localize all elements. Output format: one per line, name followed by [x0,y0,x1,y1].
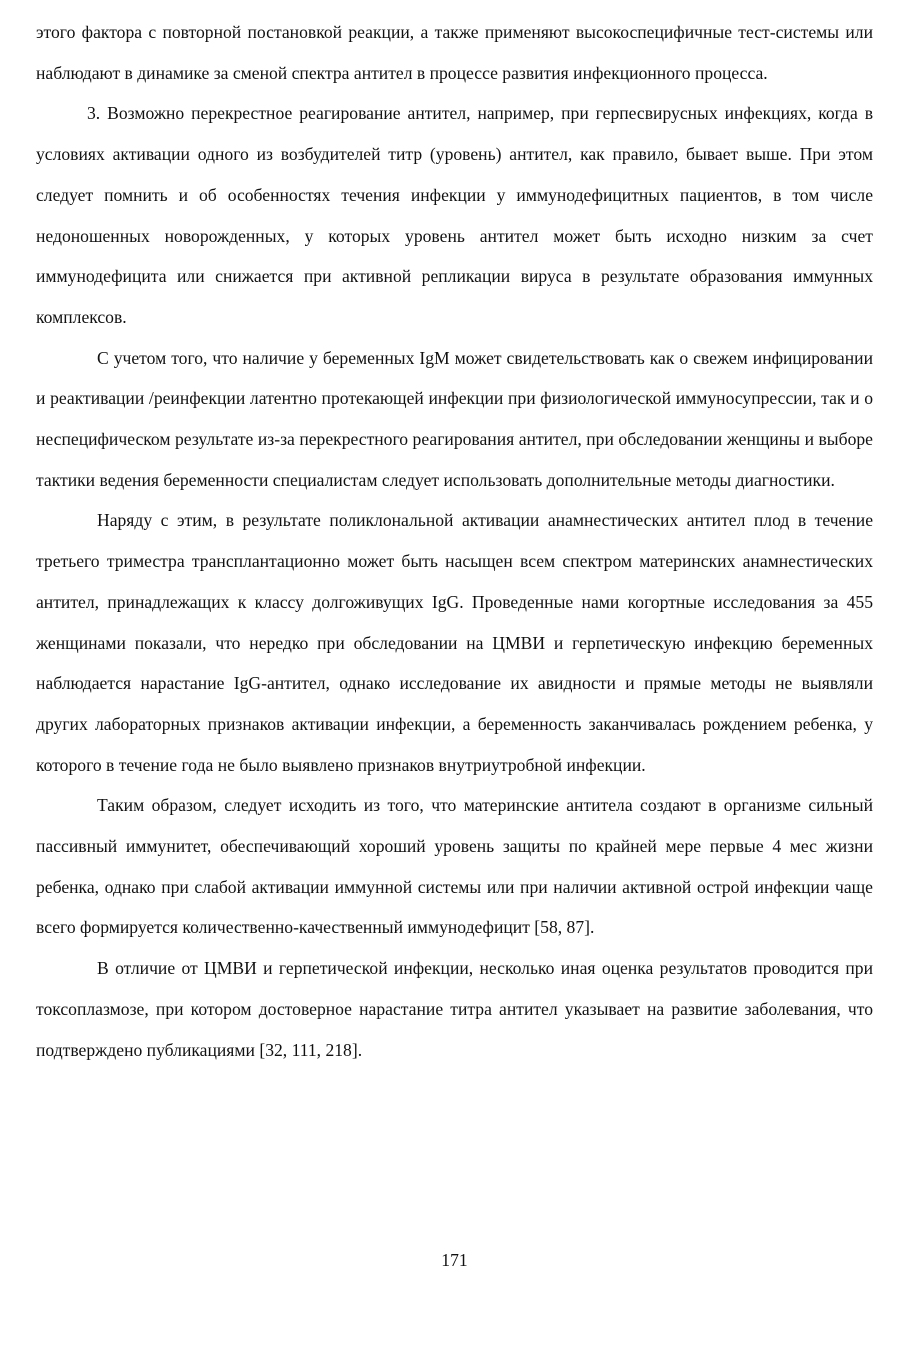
paragraph-igm-pregnancy: С учетом того, что наличие у беременных IgM может свидетельствовать как о свежем инфицировании и реактивации /реинфекции латентно протекающей инфекции при физиологической иммуносупрессии, так и о неспецифическом результате из-за перекрестного реагирования антител, при обследовании женщины и выборе тактики ведения беременности специалистам следует использовать дополнительные методы диагностики. [36,347,873,490]
paragraph-toxoplasmosis: В отличие от ЦМВИ и герпетической инфекции, несколько иная оценка результатов проводится при токсоплазмозе, при котором достоверное нарастание титра антител указывает на развитие заболевания, что подтверждено публикациями [32, 111, 218]. [36,958,873,1060]
paragraph-polyclonal-activation: Наряду с этим, в результате поликлональной активации анамнестических антител плод в течение третьего триместра трансплантационно может быть насыщен всем спектром материнских анамнестических антител, принадлежащих к классу долгоживущих IgG. Проведенные нами когортные исследования за 455 женщинами показали, что нередко при обследовании на ЦМВИ и герпетическую инфекцию беременных наблюдается нарастание IgG-антител, однако исследование их авидности и прямые методы не выявляли других лабораторных признаков активации инфекции, а беременность заканчивалась рождением ребенка, у которого в течение года не было выявлено признаков внутриутробной инфекции. [36,510,873,775]
page-number: 171 [441,1250,468,1270]
paragraph-list-item-3: 3. Возможно перекрестное реагирование антител, например, при герпесвирусных инфекциях, когда в условиях активации одного из возбудителей титр (уровень) антител, как правило, бывает выше. При этом следует помнить и об особенностях течения инфекции у иммунодефицитных пациентов, в том числе недоношенных новорожденных, у которых уровень антител может быть исходно низким за счет иммунодефицита или снижается при активной репликации вируса в результате образования иммунных комплексов. [36,103,873,327]
paragraph-maternal-antibodies: Таким образом, следует исходить из того, что материнские антитела создают в организме сильный пассивный иммунитет, обеспечивающий хороший уровень защиты по крайней мере первые 4 мес жизни ребенка, однако при слабой активации иммунной системы или при наличии активной острой инфекции чаще всего формируется количественно-качественный иммунодефицит [58, 87]. [36,795,873,938]
page-body [36,12,873,1070]
paragraph-continuation: этого фактора с повторной постановкой реакции, а также применяют высокоспецифичные тест-системы или наблюдают в динамике за сменой спектра антител в процессе развития инфекционного процесса. [36,22,873,83]
